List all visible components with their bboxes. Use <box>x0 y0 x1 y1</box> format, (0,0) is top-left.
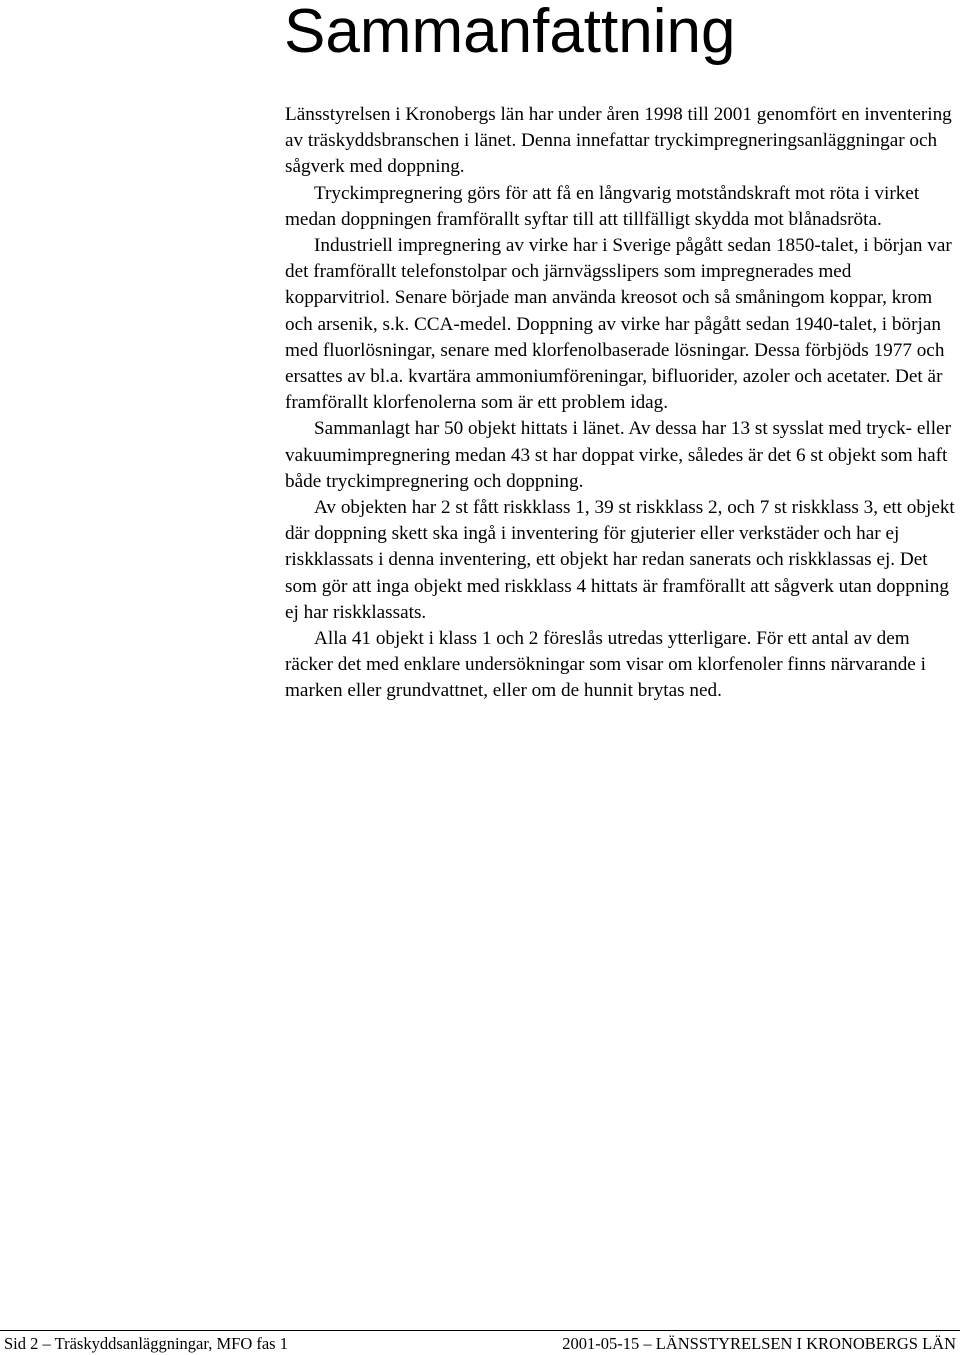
paragraph-intro: Länsstyrelsen i Kronobergs län har under åren 1998 till 2001 genomfört en inventering av träskyddsbranschen i länet. Denna innefattar tryckimpregneringsanläggningar och sågverk med doppning. <box>285 104 952 178</box>
document-body <box>285 102 958 705</box>
footer-divider <box>0 1330 960 1331</box>
page-title: Sammanfattning <box>284 0 736 66</box>
paragraph-recommendation: Alla 41 objekt i klass 1 och 2 föreslås utredas ytterligare. För ett antal av dem räcker det med enklare undersökningar som visar om klorfenoler finns närvarande i marken eller grundvattnet, eller om de hunnit brytas ned. <box>285 628 926 702</box>
paragraph-objects-count: Sammanlagt har 50 objekt hittats i länet. Av dessa har 13 st sysslat med tryck- eller vakuumimpregnering medan 43 st har doppat virke, således är det 6 st objekt som haft både tryckimpregnering och doppning. <box>285 418 951 492</box>
footer-date-authority: 2001-05-15 – LÄNSSTYRELSEN I KRONOBERGS LÄN <box>562 1334 956 1353</box>
footer-page-label: Sid 2 – Träskyddsanläggningar, MFO fas 1 <box>4 1334 288 1353</box>
paragraph-risk-classes: Av objekten har 2 st fått riskklass 1, 39 st riskklass 2, och 7 st riskklass 3, ett objekt där doppning skett ska ingå i inventering för gjuterier eller verkstäder och har ej riskklassats i denna inventering, ett objekt har redan sanerats och riskklassas ej. Det som gör att inga objekt med riskklass 4 hittats är framförallt att sågverk utan doppning ej har riskklassats. <box>285 497 955 623</box>
paragraph-history: Industriell impregnering av virke har i Sverige pågått sedan 1850-talet, i början var det framförallt telefonstolpar och järnvägsslipers som impregnerades med kopparvitriol. Senare började man använda kreosot och så småningom koppar, krom och arsenik, s.k. CCA-medel. Doppning av virke har pågått sedan 1940-talet, i början med fluorlösningar, senare med klorfenolbaserade lösningar. Dessa förbjöds 1977 och ersattes av bl.a. kvartära ammoniumföreningar, bifluorider, azoler och acetater. Det är framförallt klorfenolerna som är ett problem idag. <box>285 235 952 414</box>
paragraph-tryckimpregnering: Tryckimpregnering görs för att få en långvarig motståndskraft mot röta i virket medan doppningen framförallt syftar till att tillfälligt skydda mot blånadsröta. <box>285 182 920 230</box>
